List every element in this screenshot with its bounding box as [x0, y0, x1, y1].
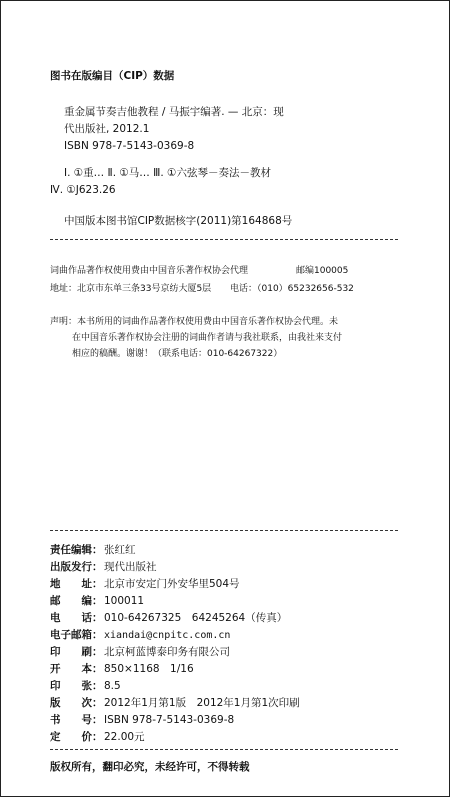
divider-middle	[50, 530, 398, 531]
printer-value: 北京柯蓝博泰印务有限公司	[104, 646, 230, 658]
cip-line-2: 代出版社, 2012.1	[64, 123, 150, 135]
sheets-label: 印 张：	[50, 680, 103, 692]
cip-isbn: ISBN 978-7-5143-0369-8	[64, 140, 195, 152]
postcode-value: 100011	[104, 595, 145, 607]
editor-label: 责任编辑：	[50, 544, 103, 556]
cip-heading: 图书在版编目（CIP）数据	[50, 70, 175, 82]
divider-top	[50, 239, 398, 240]
publisher-value: 现代出版社	[104, 561, 157, 573]
statement-line-2: 在中国音乐著作权协会注册的词曲作者请与我社联系，由我社来支付	[72, 333, 343, 343]
price-label: 定 价：	[50, 731, 103, 743]
format-value: 850×1168 1/16	[104, 663, 194, 675]
isbn-label: 书 号：	[50, 714, 103, 726]
format-label: 开 本：	[50, 663, 103, 675]
phone-value: 010-64267325 64245264（传真）	[104, 612, 288, 624]
email-value: xiandai@cnpitc.com.cn	[104, 630, 231, 641]
email-label: 电子邮箱：	[50, 629, 103, 641]
copyright-notice: 版权所有，翻印必究，未经许可，不得转载	[50, 761, 250, 773]
publisher-label: 出版发行：	[50, 561, 103, 573]
price-value: 22.00元	[104, 731, 145, 743]
agency-address: 地址：北京市东单三条33号京纺大厦5层	[50, 284, 212, 294]
address-value: 北京市安定门外安华里504号	[104, 578, 240, 590]
postcode-label: 邮 编：	[50, 595, 103, 607]
statement-line-3: 相应的稿酬。谢谢！（联系电话：010-64267322）	[72, 349, 283, 359]
isbn-value: ISBN 978-7-5143-0369-8	[104, 714, 235, 726]
cip-core-number: 中国版本图书馆CIP数据核字(2011)第164868号	[64, 215, 293, 227]
address-label: 地 址：	[50, 578, 103, 590]
agency-postcode: 邮编100005	[296, 266, 349, 276]
cip-class-number: Ⅳ. ①J623.26	[50, 184, 116, 196]
divider-bottom	[50, 749, 398, 750]
agency-phone: 电话：（010）65232656-532	[230, 284, 354, 294]
editor-value: 张红红	[104, 544, 136, 556]
printer-label: 印 刷：	[50, 646, 103, 658]
edition-value: 2012年1月第1版 2012年1月第1次印刷	[104, 697, 300, 709]
phone-label: 电 话：	[50, 612, 103, 624]
cip-line-1: 重金属节奏吉他教程 / 马振宇编著. — 北京：现	[64, 106, 284, 118]
sheets-value: 8.5	[104, 680, 121, 692]
edition-label: 版 次：	[50, 697, 103, 709]
statement-line-1: 声明：本书所用的词曲作品著作权使用费由中国音乐著作权协会代理。未	[50, 317, 339, 327]
cip-subjects: Ⅰ. ①重… Ⅱ. ①马… Ⅲ. ①六弦琴－奏法－教材	[64, 167, 271, 179]
agency-line: 词曲作品著作权使用费由中国音乐著作权协会代理	[50, 266, 249, 276]
